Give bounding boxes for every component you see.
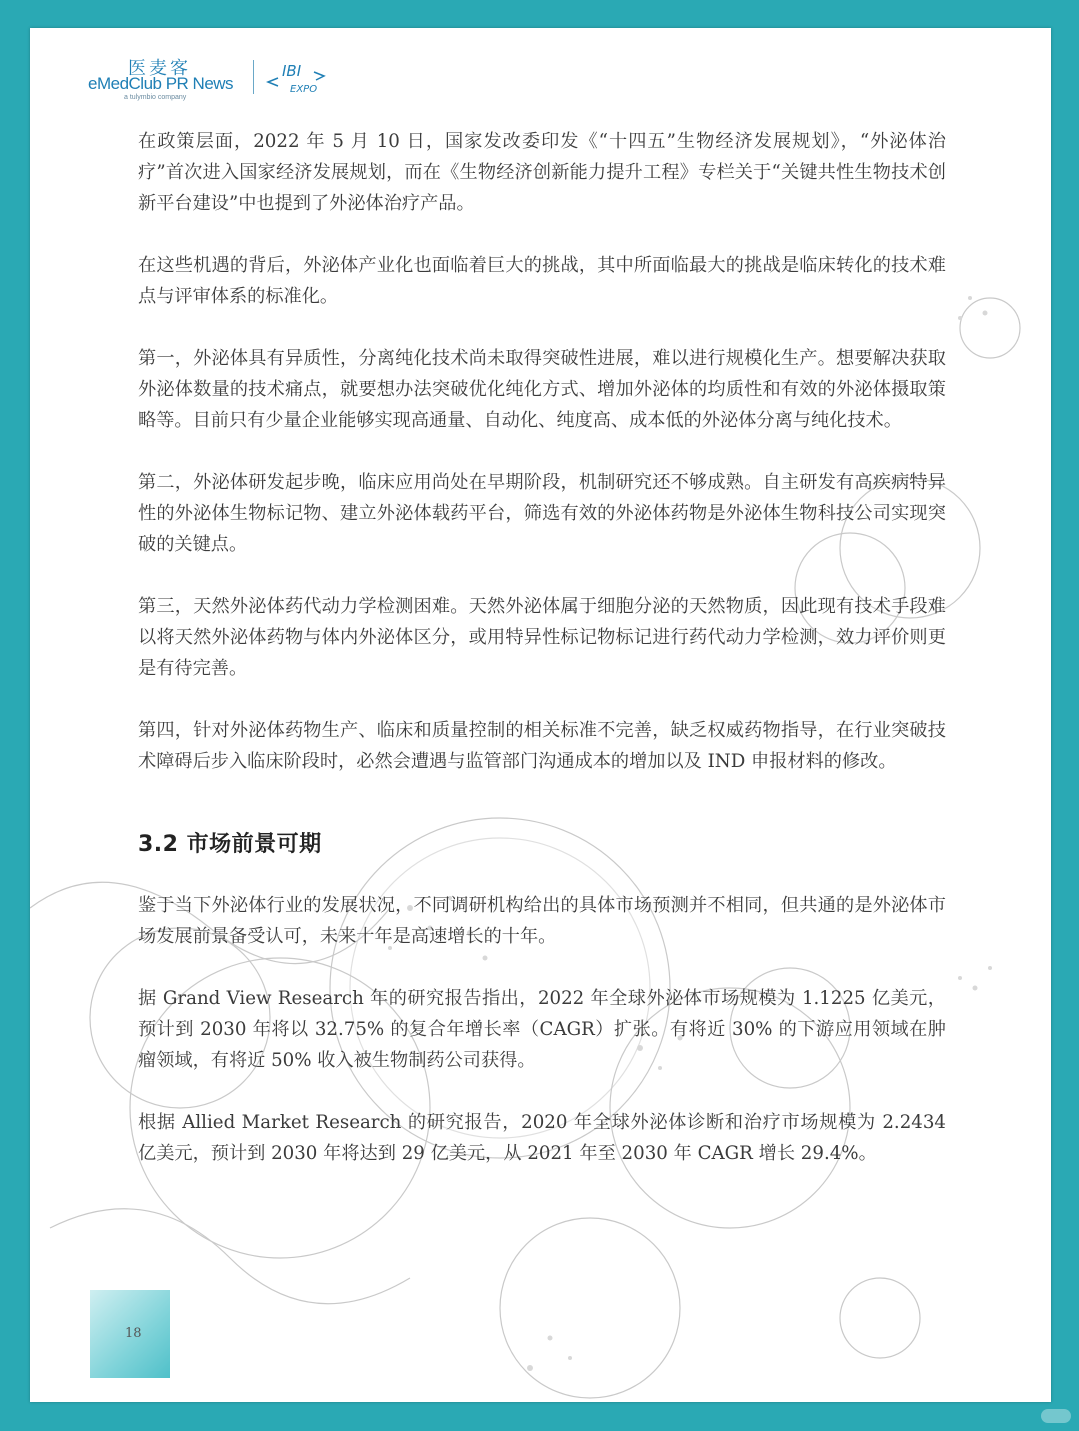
paragraph: 在这些机遇的背后，外泌体产业化也面临着巨大的挑战，其中所面临最大的挑战是临床转化的技术难点与评审体系的标准化。 [138, 255, 946, 307]
logo-tagline: a tulymbio company [124, 94, 187, 101]
section-heading: 3.2 市场前景可期 [138, 832, 322, 857]
paragraph: 鉴于当下外泌体行业的发展状况，不同调研机构给出的具体市场预测并不相同，但共通的是外泌体市场发展前景备受认可，未来十年是高速增长的十年。 [138, 895, 946, 947]
paragraph: 第三，天然外泌体药代动力学检测困难。天然外泌体属于细胞分泌的天然物质，因此现有技术手段难以将天然外泌体药物与体内外泌体区分，或用特异性标记物标记进行药代动力学检测，效力评价则更是有待完善。 [138, 596, 946, 679]
paragraph: 第二，外泌体研发起步晚，临床应用尚处在早期阶段，机制研究还不够成熟。自主研发有高疾病特异性的外泌体生物标记物、建立外泌体载药平台，筛选有效的外泌体药物是外泌体生物科技公司实现突破的关键点。 [138, 472, 946, 555]
paragraph: 第一，外泌体具有异质性，分离纯化技术尚未取得突破性进展，难以进行规模化生产。想要解决获取外泌体数量的技术痛点，就要想办法突破优化纯化方式、增加外泌体的均质性和有效的外泌体摄取策略等。目前只有少量企业能够实现高通量、自动化、纯度高、成本低的外泌体分离与纯化技术。 [138, 348, 946, 431]
logo-divider [253, 60, 254, 94]
paragraph: 在政策层面，2022 年 5 月 10 日，国家发改委印发《“十四五”生物经济发展规划》，“外泌体治疗”首次进入国家经济发展规划，而在《生物经济创新能力提升工程》专栏关于“关键共性生物技术创新平台建设”中也提到了外泌体治疗产品。 [138, 131, 946, 214]
paragraph: 根据 Allied Market Research 的研究报告，2020 年全球外泌体诊断和治疗市场规模为 2.2434 亿美元，预计到 2030 年将达到 29 亿美元，从 2021 年至 2030 年 CAGR 增长 29.4%。 [138, 1112, 946, 1164]
paragraph: 第四，针对外泌体药物生产、临床和质量控制的相关标准不完善，缺乏权威药物指导，在行业突破技术障碍后步入临床阶段时，必然会遭遇与监管部门沟通成本的增加以及 IND 申报材料的修改。 [138, 720, 946, 772]
logo-chinese-name: 医麦客 [128, 58, 191, 79]
watermark-badge [1041, 1409, 1071, 1423]
document-page [30, 28, 1051, 1402]
article-body [138, 126, 946, 1200]
page-number: 18 [125, 1326, 142, 1341]
header-logos [88, 54, 348, 110]
paragraph: 据 Grand View Research 年的研究报告指出，2022 年全球外泌体市场规模为 1.1225 亿美元，预计到 2030 年将以 32.75% 的复合年增长率（CAGR）扩张。有将近 30% 的下游应用领域在肿瘤领域，有将近 50% 收入被生物制药公司获得。 [138, 988, 946, 1071]
logo-english-name: eMedClub PR News [88, 74, 234, 93]
ibi-expo-logo [264, 58, 334, 98]
svg-text:EXPO: EXPO [290, 84, 318, 95]
svg-text:IBI: IBI [282, 62, 302, 80]
